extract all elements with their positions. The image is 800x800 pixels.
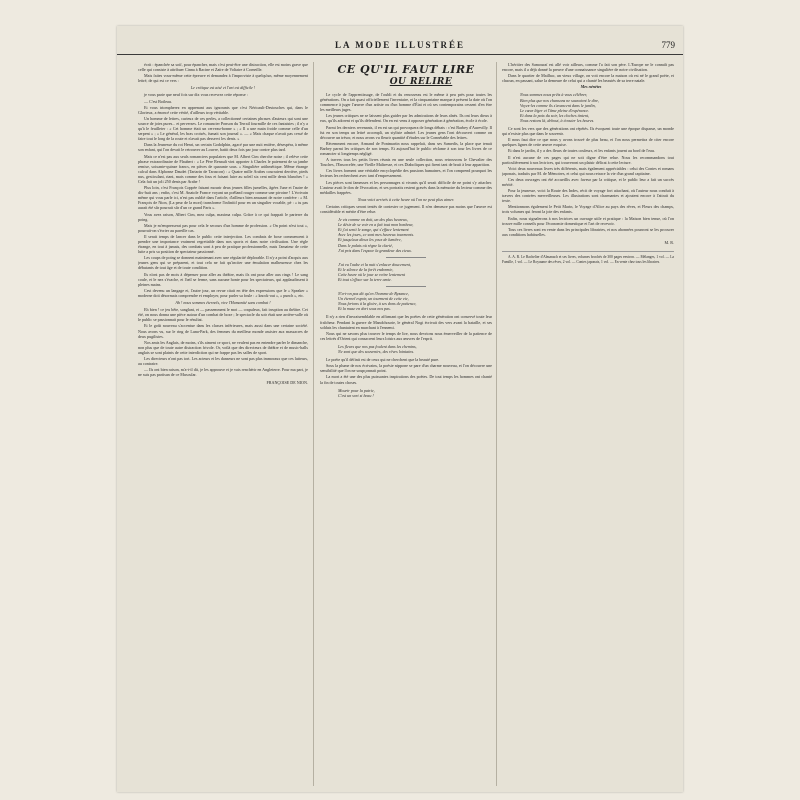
verse-block: Mourir pour la patrie, C'est un sort si beau ! — [338, 387, 375, 398]
verse-block: J'ai vu l'aube et la nuit s'enlacer doucement, Et le silence de la forêt endormie, Cette heure où le jour se retire lentement Et tout s'efface sur la terre amie. — [338, 261, 411, 282]
page-number: 779 — [661, 40, 675, 50]
article-title-line-2: OU RELIRE — [389, 77, 453, 87]
masthead-title: LA MODE ILLUSTRÉE — [334, 40, 466, 50]
column-1-signature: FRANÇOISE DE NION. — [266, 380, 308, 386]
column-separator — [496, 62, 497, 786]
verse-block: Nous sommes nous prêts à vous célébrer, Bien plus que nos chansons ne sauraient le dire, Voyez-les comme ils s'avancent dans le jardin, Le cœur léger et l'âme pleine d'espérance. Et dans la paix du soir, les cloches tintent, Nous restons là, debout, à écouter les heures. — [520, 92, 600, 123]
footnote: A. A. R. Le Bachelier d'Almanach et ses livres, volumes brochés de 300 pages environ. — Mélanges, 1 vol. — La Famille, 1 vol. — Le Royaume des rêves, 2 vol. — Contes japonais, 1 vol. — En vente chez tous les libraires. — [502, 251, 674, 264]
column-3-signature: M. R. — [664, 239, 674, 245]
column-separator — [313, 62, 314, 786]
page-header — [117, 40, 683, 55]
section-subhead: Mes nénètes — [580, 84, 602, 90]
section-divider — [386, 286, 426, 287]
section-divider — [386, 257, 426, 258]
text-column-1: écrit : épanchée sa soif, pour épancher, mais c'est peut-être une distraction, elle est moins grave que celle qui consiste à attribuer Cinna à Racine et Zaïre de Voltaire à Corneille. Mais faites vous-même cette épreuve et demandez à l'improviste à quelqu'un, même moyennement lettré, de qui est ce vers : Le critique est aisé et l'art est difficile ! je vous parie que neuf fois sur dix vous recevrez cette réponse : — C'est Boileau. Et vous triompherez en apprenant aux ignorants que c'est Néricault-Destouches qui, dans le Glorieux, a énoncé cette vérité, d'ailleurs trop véritable. Un homme de lettres, curieux de ces perles, a collectionné certaines phrases d'auteurs qui sont une source de joies pures... et perverses. Le romancier Ponson du Terrail fourmille de ces fantaisies ; il n'y a qu'à le feuilleter : « Cet homme était un cerveau-bonne » ; « Il a une main froide comme celle d'un serpent » ; « Le général, les bras croisés, fumait son journal ». — « Mais chaque n'avait pas cessé de faire tout le long de la route et n'avait pas desservi les dents. » Dans la Jeunesse du roi Henri, un certain Godolphin, agacé par une nuit entière, désespéra, à même son enfant, qui l'on devait le retrouver au Louvre, battit deux fois par jour contre plus tard. Mais ce n'est pas aux seuls romanciers populaires que M. Albert Cim cherche noise ; il relève cette phrase extraordinaire de Flaubert : « Le Père Renault vint apporter à Charles le paiement de sa jambe remise, soixante-quinze francs, en pièces de quarante sous. » Singulière arithmétique. Même étrange calcul dans Alphonse Daudet (Tartarin de Tarascon) : « Quatre mille Arabes courraient derrière, pieds nus, gesticulant, riant, mais comme des fous et faisant luire au soleil six cent mille dents blanches ! » Cela fait un joli 250 dents par Arabe ! Plus loin, c'est François Coppée faisant mourir deux jeunes filles jumelles, âgées l'une et l'autre de dix-huit ans ; enfin, c'est M. Anatole France voyant un poêland rouger comme une pivoine ! L'écrivain même qui vous parle ici, n'est pas oublié dans l'article, d'ailleurs bien amusant de notre confrère : « M. François de Nion, (La peur de la mort) transforme l'infinitif pour en un singulier vocable, pè : « tu pas aurait été sûr pourrait sûr d'un ce grand Paris ». Vous avez raison, Albert Cim, mea culpa, maxima culpa. Grâce à ce qui frappait le parterre du poing. Mais je m'empresserai pas pour cela le secours d'un homme de profession. « On point n'est tout », pourrait-on s'écrier au pareille cas. Il serait temps de lancer dans le public cette interjection. Les combats de boxe commencent à prendre une importance vraiment regrettable dans nos sports et dans notre civilisation. Une règle étrange, en tout à jamais, des combats sont à peu de pratique professionnelle, mais l'amateur de cette lutte a pris sa position de spectateur passionné. Les coups de poing se donnent maintenant avec une régularité déplorable. Il n'y a point d'acquis aux jeunes gens qui se préparent, et tout cela ne fait qu'inciter une émulation malheureuse chez les débutants de tout âge et de toute condition. Ils n'ont pas de mois à dépenser pour aller au théâtre, mais ils ont pour aller aux rings ! Le sang coule, et le nez s'écache, et l'œil se ferme, sans aucune honte pour les spectateurs, qui applaudissent à pleines mains. Cest devenu un langage et, l'autre jour, un revue citait en tête des expressions que le « Speaker » moderne doit désormais comprendre et employer, pour parler sa foule : « knock-out », « punch », etc. Ah ! nous sommes éternels, vive l'Humanité sans combat ! Eh bien ! ce jeu bête, sanglant, et — passemment le mot — crapuleux, fait irruption au théâtre. Cet été, on nous donna une pièce autour d'un combat de boxe ; le spectacle du soir était une arrière-salle où le public se passionnait pour le résultat. Et le goût nouveau s'accentue dans les classes inférieures, mais aussi dans une certaine société. Nous avons vu, sur le ring de Luna-Park, des femmes du meilleur monde assister aux massacres de deux pugilistes. Nos amis les Anglais, de moins, s'ils aiment ce sport, ne veulent pas en entendre parler le dimanche, non plus que de toute autre distraction frivole. Or, voilà que des directeurs de théâtre et de music-halls anglais se sont plaints de cette interdiction qui ne frappe pas les salles de sport. Les directeurs n'ont pas tort. Les acteurs et les danseurs ne sont pas plus immoraux que ces lutteurs, au contraire. — Ils ont bien raison, m'a-t-il dit, je les approuve et je vais renchérir en Angleterre. Pour ma part, je ne suis pas partisan de ce Muscular. FRANÇOISE DE NION. — [138, 62, 308, 386]
verse-block: Les fleurs que nos pas foulent dans les chemins, Ne sont que des souvenirs, des rêves lointains. — [338, 343, 417, 355]
article-title — [320, 64, 492, 88]
text-column-2: CE QU'IL FAUT LIRE OU RELIRE Le cycle de l'apprentissage, de l'oubli et du renouveau est le même à peu près pour toutes les générations. On a fait quasi officiellement l'inventaire, et la cinquantaine marque à présent la date où l'on commence à juger l'œuvre d'un artiste ou d'un homme d'État et où ses contemporains cessent d'en être les meilleurs juges. Les jeunes critiques ne se laissent plus guider par les admirations de leurs aînés. Ils ont leurs dieux à eux, qu'ils adorent et qu'ils défendent. On en est venu à opposer génération à génération, école à école. Parmi les derniers revenants, il en est un qui provoquera de longs débats : c'est Barbey d'Aurevilly. Il fut en son temps un lettré accompli, un styliste admiré. Les jeunes gens l'ont découvert comme on découvre un trésor, et nous avons vu fleurir quantité d'études sur le Connétable des lettres. Récemment encore, Armand de Pontmartin nous rappelait, dans ses Samedis, la place que tenait Barbey parmi les critiques de son temps. Et aujourd'hui le public réclame à son tour les livres de ce romancier si longtemps négligé. A travers tous les petits livres réunis en une seule collection, nous retrouvons le Chevalier des Touches, l'Ensorcelée, une Vieille Maîtresse, et ces Diaboliques qui firent tant de bruit à leur apparition. Ces livres forment une véritable encyclopédie des passions humaines, et l'on comprend pourquoi les lecteurs les recherchent avec tant d'empressement. Les pièces sont fameuses et les personnages si vivants qu'il serait difficile de ne point s'y attacher. L'auteur avait le don de l'évocation, et ses portraits restent gravés dans la mémoire du lecteur comme des médailles frappées. Nous voici arrivés à cette heure où l'on ne peut plus aimer. Certains critiques seront tentés de contester ce jugement. Il n'en demeure pas moins que l'œuvre est considérable et mérite d'être relue. Je vis comme on doit, un des plus heureux, Le désir de se voir en a fait tout mon bonheur, Et j'ai senti le songe, qui s'efface lentement Avec les jours, ce sont mes heureux tourments. Et jusqu'aux dieux les yeux de lumière, Dans le palais où règne la clarté, J'ai pris dans l'espace la grandeur des cieux. J'ai vu l'aube et la nuit s'enlacer doucement, Et le silence de la forêt endormie, Cette heure où le jour se retire lentement Et tout s'efface sur la terre amie. N'a-t-on pas dit qu'en l'homme de Byzance, Un éternel espoir, un tourment de cette vie, Nous ferions à la gloire, à ses dons de patience, Et la muse en dort sous nos pas. Il n'y a rien d'invraisemblable en affirmant que les poètes de cette génération ont conservé toute leur fraîcheur. Pendant la guerre de Mandchourie, le général Nogi écrivait des vers avant la bataille, et ses soldats les chantaient en marchant à l'ennemi. Nous qui ne savons plus trouver le temps de lire, nous devrions nous émerveiller de la patience de ces lettrés d'Orient qui consacrent leurs loisirs aux œuvres de l'esprit. Les fleurs que nos pas foulent dans les chemins, Ne sont que des souvenirs, des rêves lointains. Le poète qu'il définit est de ceux qui ne cherchent que la beauté pure. Sous la plume de nos écrivains, la poésie nippone se pare d'un charme nouveau, et l'on découvre une sensibilité que l'on ne soupçonnait point. La mort a été une des plus puissantes inspirations des poètes. De tout temps les hommes ont chanté la fin de toutes choses. Mourir pour la patrie, C'est un sort si beau ! — [320, 63, 492, 398]
verse-block: N'a-t-on pas dit qu'en l'homme de Byzance, Un éternel espoir, un tourment de cette vie, Nous ferions à la gloire, à ses dons de patience, Et la muse en dort sous nos pas. — [338, 291, 417, 312]
verse-block: Je vis comme on doit, un des plus heureux, Le désir de se voir en a fait tout mon bonheur, Et j'ai senti le songe, qui s'efface lentement Avec les jours, ce sont mes heureux tourments. Et jusqu'aux dieux les yeux de lumière, Dans le palais où règne la clarté, J'ai pris dans l'espace la grandeur des cieux. — [338, 217, 415, 253]
text-column-3: L'héritier des Samouraï est allé voir ailleurs, comme l'a fait son père. L'Europe ne le connaît pas encore, mais il a déjà donné la preuve d'une connaissance singulière de notre civilisation. Dans le quartier de Mailhac, un vieux village, on voit encore la maison où est né le grand poète, et chacun, en passant, salue la demeure de celui qui a chanté les beautés de sa terre natale. Mes nénètes Nous sommes nous prêts à vous célébrer, Bien plus que nos chansons ne sauraient le dire, Voyez-les comme ils s'avancent dans le jardin, Le cœur léger et l'âme pleine d'espérance. Et dans la paix du soir, les cloches tintent, Nous restons là, debout, à écouter les heures. Ce sont les vers que des générations ont répétés. Ils évoquent toute une époque disparue, un monde qui n'existe plus que dans le souvenir. Il nous faut dire ce que nous y avons trouvé de plus beau, et l'on nous permettra de citer encore quelques lignes de cette œuvre exquise. Et dans le jardin, il y a des fleurs de toutes couleurs, et les enfants jouent au bord de l'eau. Il n'est aucune de ces pages qui ne soit digne d'être relue. Nous les recommandons tout particulièrement à nos lectrices, qui trouveront un plaisir délicat à cette lecture. Voici deux nouveaux livres très différents, mais également appréciables : celui des Contes et romans japonais, traduits par M. de Mémoires, et celui qui nous retrace la vie d'un grand capitaine. Ces deux ouvrages ont été accueillis avec faveur par la critique, et le public leur a fait un succès mérité. Pour la jeunesse, voici la Route des Indes, récit de voyage fort attachant, où l'auteur nous conduit à travers des contrées merveilleuses. Les illustrations sont charmantes et ajoutent encore à l'attrait du texte. Mentionnons également le Petit Marin, le Voyage d'Alice au pays des rêves, et Fleurs des champs, trois volumes qui feront la joie des enfants. Enfin, nous signalerons à nos lectrices un ouvrage utile et pratique : la Maison bien tenue, où l'on trouve mille conseils pour l'économie domestique et l'art de recevoir. Tous ces livres sont en vente dans les principales librairies, et nos abonnées pourront se les procurer aux conditions habituelles. M. R. A. A. R. Le Bachelier d'Almanach et ses livres, volumes brochés de 300 pages environ. — Mélanges, 1 vol. — La Famille, 1 vol. — Le Royaume des rêves, 2 vol. — Contes japonais, 1 vol. — En vente chez tous les libraires. — [502, 62, 674, 264]
newspaper-page — [117, 26, 683, 792]
article-title-line-1: CE QU'IL FAUT LIRE — [337, 63, 475, 76]
